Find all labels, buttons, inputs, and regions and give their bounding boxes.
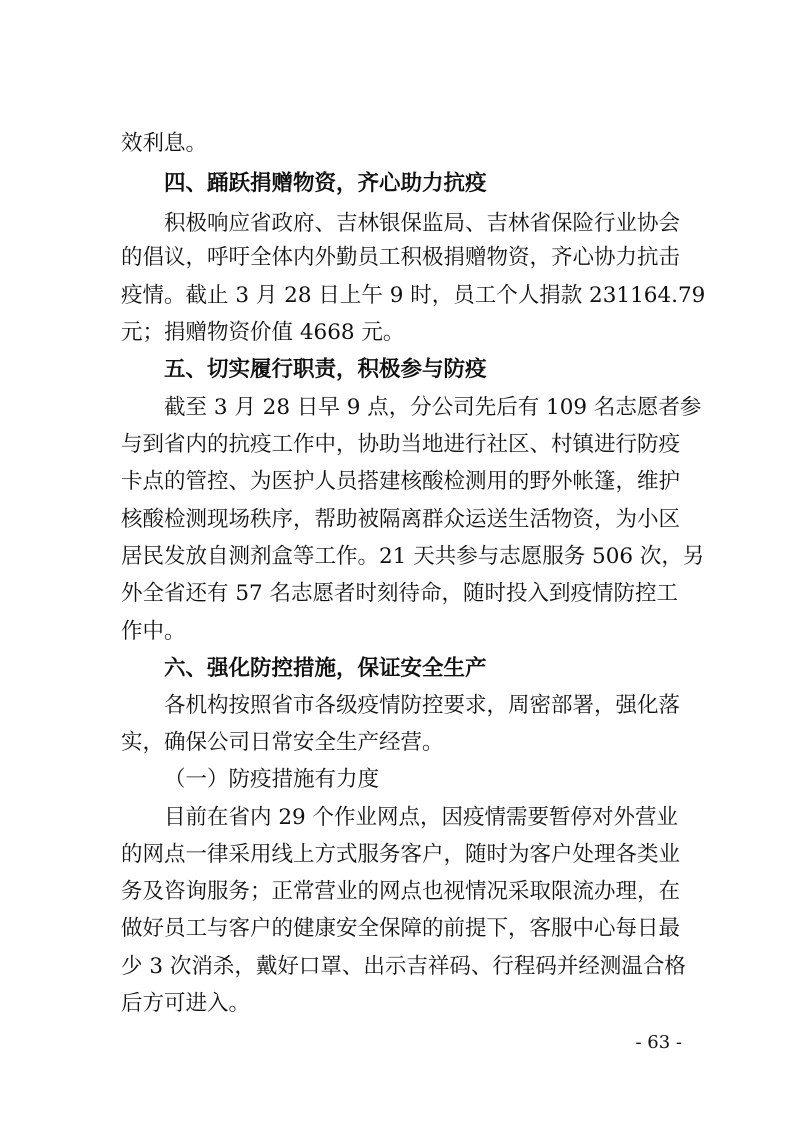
paragraph-line: 少 3 次消杀，戴好口罩、出示吉祥码、行程码并经测温合格 xyxy=(121,954,686,979)
paragraph-line: 的倡议，呼吁全体内外勤员工积极捐赠物资，齐心协力抗击 xyxy=(121,245,681,270)
paragraph-line: 实，确保公司日常安全生产经营。 xyxy=(121,730,444,755)
paragraph-line: 做好员工与客户的健康安全保障的前提下，客服中心每日最 xyxy=(121,916,681,941)
page-number: - 63 - xyxy=(635,1032,682,1053)
paragraph-line: 效利息。 xyxy=(121,131,208,156)
paragraph-line: 后方可进入。 xyxy=(121,991,251,1016)
section-heading-5: 五、切实履行职责，积极参与防疫 xyxy=(164,357,487,382)
section-heading-4: 四、踊跃捐赠物资，齐心助力抗疫 xyxy=(164,171,487,196)
paragraph-line: 卡点的管控、为医护人员搭建核酸检测用的野外帐篷，维护 xyxy=(121,469,681,494)
subsection-heading-6-1: （一）防疫措施有力度 xyxy=(164,767,380,792)
paragraph-line: 作中。 xyxy=(121,619,186,644)
paragraph-line: 的网点一律采用线上方式服务客户，随时为客户处理各类业 xyxy=(121,842,681,867)
paragraph-line: 务及咨询服务；正常营业的网点也视情况采取限流办理，在 xyxy=(121,879,681,904)
paragraph-line: 居民发放自测剂盒等工作。21 天共参与志愿服务 506 次，另 xyxy=(121,544,705,569)
paragraph-line: 元；捐赠物资价值 4668 元。 xyxy=(121,320,405,345)
paragraph-line: 目前在省内 29 个作业网点，因疫情需要暂停对外营业 xyxy=(164,805,679,830)
paragraph-line: 各机构按照省市各级疫情防控要求，周密部署，强化落 xyxy=(164,693,681,718)
paragraph-line: 核酸检测现场秩序，帮助被隔离群众运送生活物资，为小区 xyxy=(121,507,681,532)
paragraph-line: 外全省还有 57 名志愿者时刻待命，随时投入到疫情防控工 xyxy=(121,581,679,606)
paragraph-line: 截至 3 月 28 日早 9 点，分公司先后有 109 名志愿者参 xyxy=(164,395,702,420)
paragraph-line: 与到省内的抗疫工作中，协助当地进行社区、村镇进行防疫 xyxy=(121,432,681,457)
paragraph-line: 积极响应省政府、吉林银保监局、吉林省保险行业协会 xyxy=(164,211,681,236)
paragraph-line: 疫情。截止 3 月 28 日上午 9 时，员工个人捐款 231164.79 xyxy=(121,283,706,308)
section-heading-6: 六、强化防控措施，保证安全生产 xyxy=(164,656,487,681)
